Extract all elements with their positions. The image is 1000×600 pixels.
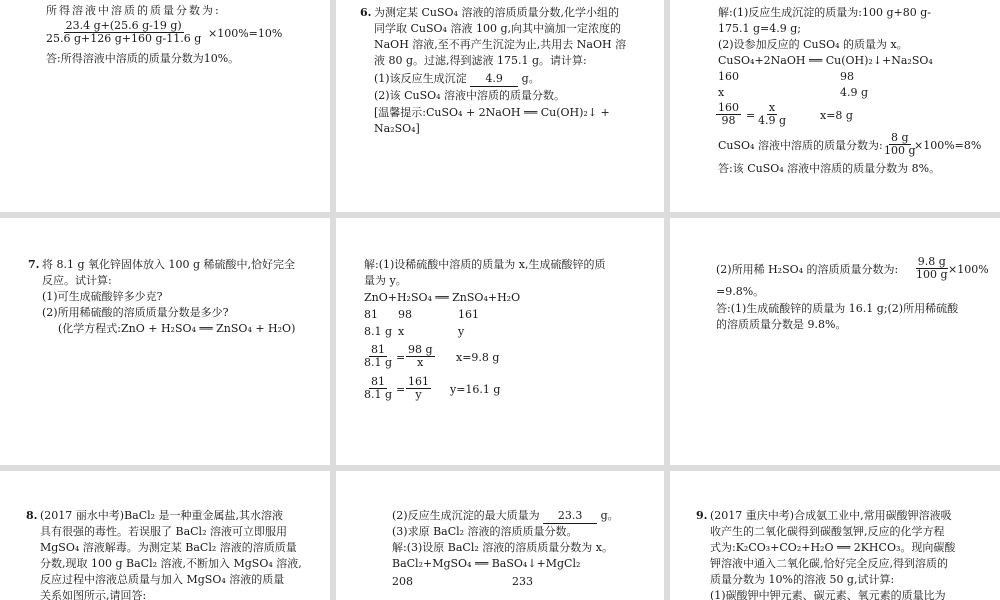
panel-question-9: [670, 471, 1000, 600]
sub-question-1: [374, 72, 540, 87]
fraction-numerator: 161: [408, 375, 429, 388]
sub-question-text: g。: [600, 509, 619, 522]
chemical-equation: BaCl₂+MgSO₄ ══ BaSO₄↓+MgCl₂: [392, 557, 581, 570]
fraction: [362, 376, 394, 401]
text-line: CuSO₄ 溶液中溶质的质量分数为:: [718, 139, 883, 152]
question-line: MgSO₄ 溶液解毒。为测定某 BaCl₂ 溶液的溶质质量: [40, 541, 297, 554]
sub-question-text: (1)该反应生成沉淀: [374, 72, 467, 85]
question-line: 具有很强的毒性。若误服了 BaCl₂ 溶液可立即服用: [40, 525, 287, 538]
fraction-numerator: 98 g: [408, 343, 433, 356]
fraction: [44, 20, 203, 45]
panel-solution-7: [336, 218, 664, 465]
chemical-equation: CuSO₄+2NaOH ══ Cu(OH)₂↓+Na₂SO₄: [718, 54, 933, 67]
fraction-denominator: 100 g: [916, 268, 948, 281]
text-line: 解:(3)设原 BaCl₂ 溶液的溶质质量分数为 x。: [392, 541, 613, 554]
question-line: 为测定某 CuSO₄ 溶液的溶质质量分数,化学小组的: [374, 6, 619, 19]
question-line: (2)所用稀硫酸的溶质质量分数是多少?: [42, 306, 229, 319]
panel-question-8: [0, 471, 330, 600]
question-line: (2017 丽水中考)BaCl₂ 是一种重金属盐,其水溶液: [40, 509, 284, 522]
equals-sign: =: [396, 383, 406, 396]
answer-blank: 4.9: [470, 72, 518, 87]
fraction: [882, 132, 918, 157]
answer-line: 答:(1)生成硫酸锌的质量为 16.1 g;(2)所用稀硫酸: [716, 302, 959, 315]
fraction: [716, 102, 741, 127]
question-line: 同学取 CuSO₄ 溶液 100 g,向其中滴加一定浓度的: [374, 22, 621, 35]
result: x=9.8 g: [456, 351, 500, 364]
mass-value: 4.9 g: [840, 86, 869, 99]
panel-solution-7-cont: [670, 218, 1000, 465]
molar-mass: 233: [512, 575, 533, 588]
fraction-numerator: 81: [371, 343, 386, 356]
question-line: (1)可生成硫酸锌多少克?: [42, 290, 163, 303]
fraction: [756, 102, 788, 127]
answer-line: 答:所得溶液中溶质的质量分数为10%。: [46, 52, 240, 65]
molar-mass: 161: [458, 308, 479, 321]
question-line: 反应过程中溶液总质量与加入 MgSO₄ 溶液的质量: [40, 573, 285, 586]
result: x=8 g: [820, 109, 853, 122]
question-line: (1)碳酸钾中钾元素、碳元素、氧元素的质量比为: [710, 589, 946, 600]
question-line: 质量分数为 10%的溶液 50 g,试计算:: [710, 573, 895, 586]
fraction-denominator: 8.1 g: [364, 356, 393, 369]
question-line: 式为:K₂CO₃+CO₂+H₂O ══ 2KHCO₃。现向碳酸: [710, 541, 956, 554]
text-line: ×100%=10%: [208, 27, 283, 40]
molar-mass: 208: [392, 575, 413, 588]
fraction: [406, 376, 431, 401]
equation-hint: (化学方程式:ZnO + H₂SO₄ ══ ZnSO₄ + H₂O): [58, 322, 296, 335]
unknown: x: [718, 86, 725, 99]
text-line: =9.8%。: [716, 285, 765, 298]
panel-solution-prev: [0, 0, 330, 212]
question-line: 钾溶液中通入二氧化碳,恰好完全反应,得到溶质的: [710, 557, 948, 570]
panel-question-6: [336, 0, 664, 212]
answer-line: 的溶质质量分数是 9.8%。: [716, 318, 847, 331]
panel-solution-8: [336, 471, 664, 600]
fraction-denominator: 98: [721, 114, 736, 127]
text-line: 所得溶液中溶质的质量分数为:: [46, 4, 221, 17]
fraction-denominator: 8.1 g: [364, 388, 393, 401]
sub-question-text: (2)反应生成沉淀的最大质量为: [392, 509, 540, 522]
fraction-numerator: x: [768, 101, 776, 114]
question-line: 反应。试计算:: [42, 274, 112, 287]
chemical-equation: ZnO+H₂SO₄ ══ ZnSO₄+H₂O: [364, 291, 521, 304]
panel-question-7: [0, 218, 330, 465]
molar-mass: 160: [718, 70, 739, 83]
question-number: 6.: [360, 6, 372, 19]
text-line: 量为 y。: [364, 274, 407, 287]
question-line: NaOH 溶液,至不再产生沉淀为止,共用去 NaOH 溶: [374, 38, 627, 51]
equals-sign: =: [746, 109, 756, 122]
fraction-denominator: y: [415, 388, 422, 401]
unknown: x: [398, 325, 405, 338]
fraction: [406, 344, 435, 369]
sub-question-2: [392, 509, 619, 524]
hint-line: Na₂SO₄]: [374, 122, 420, 135]
question-line: 收产生的二氧化碳得到碳酸氢钾,反应的化学方程: [710, 525, 945, 538]
fraction-numerator: 23.4 g+(25.6 g-19 g): [65, 19, 182, 32]
fraction-denominator: 100 g: [884, 144, 916, 157]
answer-blank: 23.3: [543, 509, 597, 524]
question-line: 分数,现取 100 g BaCl₂ 溶液,不断加入 MgSO₄ 溶液,: [40, 557, 302, 570]
fraction-denominator: 4.9 g: [758, 114, 787, 127]
mass-value: 8.1 g: [364, 325, 393, 338]
text-line: (2)设参加反应的 CuSO₄ 的质量为 x。: [718, 38, 908, 51]
fraction: [362, 344, 394, 369]
text-line: 解:(1)反应生成沉淀的质量为:100 g+80 g-: [718, 6, 931, 19]
question-line: 将 8.1 g 氧化锌固体放入 100 g 稀硫酸中,恰好完全: [42, 258, 296, 271]
fraction-numerator: 8 g: [891, 131, 909, 144]
sub-question-2: (2)该 CuSO₄ 溶液中溶质的质量分数。: [374, 89, 566, 102]
fraction-denominator: 25.6 g+126 g+160 g-11.6 g: [46, 32, 202, 45]
molar-mass: 98: [840, 70, 854, 83]
molar-mass: 98: [398, 308, 412, 321]
fraction-numerator: 81: [371, 375, 386, 388]
question-number: 8.: [26, 509, 38, 522]
fraction-numerator: 160: [718, 101, 739, 114]
text-line: 175.1 g=4.9 g;: [718, 22, 801, 35]
text-line: 解:(1)设稀硫酸中溶质的质量为 x,生成硫酸锌的质: [364, 258, 606, 271]
sub-question-text: g。: [521, 72, 540, 85]
sub-question-3: (3)求原 BaCl₂ 溶液的溶质质量分数。: [392, 525, 578, 538]
fraction: [914, 256, 950, 281]
question-line: 液 80 g。过滤,得到滤液 175.1 g。请计算:: [374, 54, 587, 67]
text-line: (2)所用稀 H₂SO₄ 的溶质质量分数为:: [716, 263, 899, 276]
text-line: ×100%: [948, 263, 989, 276]
question-line: (2017 重庆中考)合成氨工业中,常用碳酸钾溶液吸: [710, 509, 952, 522]
question-number: 9.: [696, 509, 708, 522]
result: y=16.1 g: [450, 383, 501, 396]
panel-solution-6: [670, 0, 1000, 212]
question-number: 7.: [28, 258, 40, 271]
answer-line: 答:该 CuSO₄ 溶液中溶质的质量分数为 8%。: [718, 162, 941, 175]
text-line: ×100%=8%: [914, 139, 982, 152]
fraction-numerator: 9.8 g: [917, 255, 946, 268]
hint-line: [温馨提示:CuSO₄ + 2NaOH ══ Cu(OH)₂↓ +: [374, 106, 610, 119]
equals-sign: =: [396, 351, 406, 364]
fraction-denominator: x: [417, 356, 424, 369]
unknown: y: [458, 325, 465, 338]
molar-mass: 81: [364, 308, 378, 321]
question-line: 关系如图所示,请回答:: [40, 589, 147, 600]
